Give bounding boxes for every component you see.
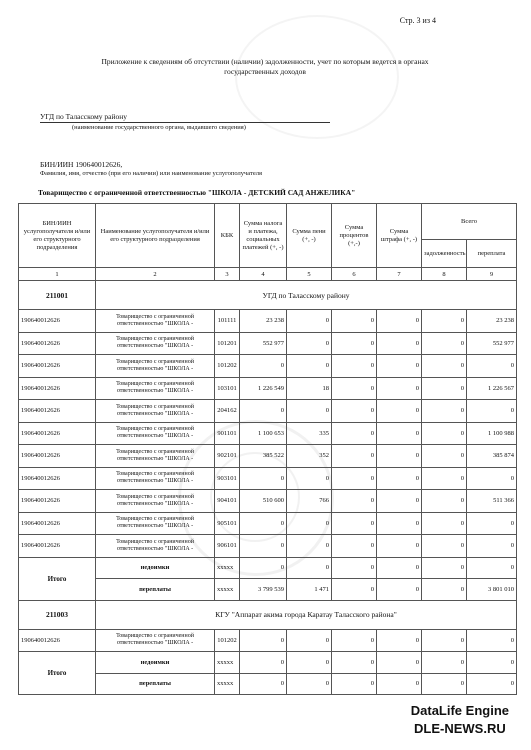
cell-bin: 190640012626 [19,445,96,468]
cell-fine: 0 [377,652,422,674]
cell-tax: 0 [240,512,287,535]
cell-debt: 0 [422,512,467,535]
cell-tax: 0 [240,535,287,558]
header-kbk: КБК [215,204,240,268]
cell-debt: 0 [422,445,467,468]
table-row [19,332,517,355]
total-row [19,652,517,674]
table-row [19,355,517,378]
header-name: Наименование услугополучателя и/или его структурного подразделения [96,204,215,268]
cell-debt: 0 [422,673,467,695]
cell-debt: 0 [422,355,467,378]
column-numbers-row [19,268,517,281]
cell-fine: 0 [377,535,422,558]
cell-penalty: 0 [287,332,332,355]
cell-percent: 0 [332,490,377,513]
cell-fine: 0 [377,512,422,535]
cell-kbk: xxxxx [215,579,240,601]
org-name: УГД по Таласскому району [40,112,127,121]
col-number: 8 [422,268,467,281]
debt-table [18,203,517,695]
cell-tax: 23 238 [240,310,287,333]
col-number: 1 [19,268,96,281]
cell-kbk: 905101 [215,512,240,535]
cell-bin: 190640012626 [19,535,96,558]
cell-bin: 190640012626 [19,422,96,445]
cell-kbk: 902101 [215,445,240,468]
cell-percent: 0 [332,535,377,558]
cell-overpay: 0 [467,467,517,490]
cell-kbk: 904101 [215,490,240,513]
cell-overpay: 385 874 [467,445,517,468]
cell-overpay: 0 [467,355,517,378]
company-name: Товарищество с ограниченной ответственностью "ШКОЛА - ДЕТСКИЙ САД АНЖЕЛИКА" [38,188,356,197]
cell-percent: 0 [332,310,377,333]
cell-fine: 0 [377,579,422,601]
cell-penalty: 0 [287,512,332,535]
fio-caption: Фамилия, имя, отчество (при его наличии) или наименование услугополучателя [40,170,262,177]
org-caption: (наименование государственного органа, выдавшего сведения) [72,124,246,131]
cell-tax: 510 600 [240,490,287,513]
total-label: Итого [19,557,96,600]
total-row [19,557,517,579]
cell-debt: 0 [422,310,467,333]
cell-kbk: 101111 [215,310,240,333]
brand-line2: DLE-NEWS.RU [414,721,506,736]
cell-overpay: 1 226 567 [467,377,517,400]
cell-fine: 0 [377,377,422,400]
cell-name: Товарищество с ограниченной ответственностью "ШКОЛА - [96,310,215,333]
total-label: Итого [19,652,96,695]
cell-tax: 1 226 549 [240,377,287,400]
cell-penalty: 0 [287,535,332,558]
cell-name: Товарищество с ограниченной ответственностью "ШКОЛА - [96,377,215,400]
cell-debt: 0 [422,579,467,601]
cell-fine: 0 [377,445,422,468]
cell-fine: 0 [377,400,422,423]
table-row [19,310,517,333]
cell-overpay: 23 238 [467,310,517,333]
cell-bin: 190640012626 [19,355,96,378]
cell-name: Товарищество с ограниченной ответственностью "ШКОЛА - [96,535,215,558]
cell-penalty: 0 [287,557,332,579]
cell-debt: 0 [422,535,467,558]
cell-bin: 190640012626 [19,629,96,652]
table-row [19,445,517,468]
header-overpay: переплата [467,240,517,268]
col-number: 5 [287,268,332,281]
cell-percent: 0 [332,355,377,378]
cell-tax: 3 799 539 [240,579,287,601]
table-row [19,467,517,490]
header-bin: БИН/ИИН услугополучателя и/или его структурного подразделения [19,204,96,268]
cell-kbk: 901101 [215,422,240,445]
cell-bin: 190640012626 [19,490,96,513]
org-underline [40,122,330,123]
cell-penalty: 18 [287,377,332,400]
cell-debt: 0 [422,652,467,674]
cell-tax: 0 [240,652,287,674]
total-sublabel: недоимки [96,557,215,579]
col-number: 9 [467,268,517,281]
table-row [19,490,517,513]
cell-kbk: xxxxx [215,673,240,695]
cell-fine: 0 [377,422,422,445]
group-name: УГД по Таласскому району [96,281,517,310]
cell-tax: 0 [240,400,287,423]
cell-kbk: xxxxx [215,557,240,579]
cell-penalty: 1 471 [287,579,332,601]
cell-name: Товарищество с ограниченной ответственностью "ШКОЛА - [96,490,215,513]
cell-overpay: 0 [467,400,517,423]
cell-bin: 190640012626 [19,332,96,355]
table-row [19,422,517,445]
cell-kbk: xxxxx [215,652,240,674]
cell-percent: 0 [332,652,377,674]
cell-fine: 0 [377,557,422,579]
cell-tax: 1 100 653 [240,422,287,445]
cell-percent: 0 [332,579,377,601]
cell-penalty: 0 [287,355,332,378]
cell-kbk: 903101 [215,467,240,490]
cell-penalty: 0 [287,652,332,674]
cell-fine: 0 [377,629,422,652]
col-number: 6 [332,268,377,281]
cell-fine: 0 [377,332,422,355]
cell-debt: 0 [422,400,467,423]
cell-kbk: 101202 [215,355,240,378]
cell-debt: 0 [422,422,467,445]
brand-watermark [411,702,509,738]
cell-overpay: 0 [467,512,517,535]
cell-debt: 0 [422,557,467,579]
cell-fine: 0 [377,355,422,378]
header-total: Всего [422,204,517,240]
cell-overpay: 3 801 010 [467,579,517,601]
cell-overpay: 1 100 988 [467,422,517,445]
header-debt: задолженность [422,240,467,268]
cell-bin: 190640012626 [19,377,96,400]
table-row [19,629,517,652]
cell-overpay: 511 366 [467,490,517,513]
document-title: Приложение к сведениям об отсутствии (наличии) задолженности, учет по которым ведется в органах государственных доходов [101,57,429,76]
cell-debt: 0 [422,629,467,652]
group-row [19,600,517,629]
cell-overpay: 0 [467,557,517,579]
cell-kbk: 101202 [215,629,240,652]
table-row [19,377,517,400]
header-percent: Сумма процентов (+,-) [332,204,377,268]
brand-line1: DataLife Engine [410,703,509,718]
cell-percent: 0 [332,422,377,445]
cell-kbk: 101201 [215,332,240,355]
cell-penalty: 766 [287,490,332,513]
cell-percent: 0 [332,445,377,468]
cell-debt: 0 [422,490,467,513]
stamp-watermark-top [235,15,399,139]
cell-penalty: 0 [287,629,332,652]
cell-name: Товарищество с ограниченной ответственностью "ШКОЛА - [96,445,215,468]
cell-percent: 0 [332,512,377,535]
cell-percent: 0 [332,629,377,652]
col-number: 2 [96,268,215,281]
cell-bin: 190640012626 [19,400,96,423]
cell-name: Товарищество с ограниченной ответственностью "ШКОЛА - [96,629,215,652]
cell-tax: 0 [240,355,287,378]
bin-line: БИН/ИИН 190640012626, [40,160,123,169]
cell-tax: 0 [240,467,287,490]
cell-debt: 0 [422,467,467,490]
cell-penalty: 0 [287,467,332,490]
table-row [19,535,517,558]
header-penalty: Сумма пени (+, -) [287,204,332,268]
cell-percent: 0 [332,332,377,355]
cell-name: Товарищество с ограниченной ответственностью "ШКОЛА - [96,512,215,535]
total-sublabel: недоимки [96,652,215,674]
col-number: 7 [377,268,422,281]
cell-bin: 190640012626 [19,310,96,333]
cell-overpay: 0 [467,535,517,558]
cell-tax: 0 [240,673,287,695]
cell-overpay: 0 [467,673,517,695]
cell-bin: 190640012626 [19,467,96,490]
group-name: КГУ "Аппарат акима города Каратау Таласского района" [96,600,517,629]
table-row [19,400,517,423]
cell-penalty: 0 [287,310,332,333]
group-code: 211003 [19,600,96,629]
cell-overpay: 0 [467,652,517,674]
cell-fine: 0 [377,310,422,333]
group-code: 211001 [19,281,96,310]
cell-penalty: 335 [287,422,332,445]
total-sublabel: переплаты [96,673,215,695]
col-number: 4 [240,268,287,281]
cell-percent: 0 [332,557,377,579]
cell-tax: 0 [240,557,287,579]
cell-bin: 190640012626 [19,512,96,535]
cell-name: Товарищество с ограниченной ответственностью "ШКОЛА - [96,400,215,423]
cell-name: Товарищество с ограниченной ответственностью "ШКОЛА - [96,332,215,355]
page-number: Стр. 3 из 4 [399,16,436,25]
cell-fine: 0 [377,467,422,490]
cell-penalty: 352 [287,445,332,468]
cell-tax: 385 522 [240,445,287,468]
cell-debt: 0 [422,377,467,400]
col-number: 3 [215,268,240,281]
cell-kbk: 906101 [215,535,240,558]
cell-debt: 0 [422,332,467,355]
total-sublabel: переплаты [96,579,215,601]
cell-percent: 0 [332,673,377,695]
cell-fine: 0 [377,673,422,695]
cell-overpay: 552 977 [467,332,517,355]
cell-name: Товарищество с ограниченной ответственностью "ШКОЛА - [96,467,215,490]
header-tax: Сумма налога и платежа, социальных платежей (+, -) [240,204,287,268]
header-fine: Сумма штрафа (+, -) [377,204,422,268]
cell-penalty: 0 [287,673,332,695]
cell-kbk: 204162 [215,400,240,423]
cell-tax: 552 977 [240,332,287,355]
cell-percent: 0 [332,377,377,400]
cell-overpay: 0 [467,629,517,652]
cell-fine: 0 [377,490,422,513]
cell-penalty: 0 [287,400,332,423]
cell-kbk: 103101 [215,377,240,400]
group-row [19,281,517,310]
cell-name: Товарищество с ограниченной ответственностью "ШКОЛА - [96,355,215,378]
table-row [19,512,517,535]
cell-tax: 0 [240,629,287,652]
cell-name: Товарищество с ограниченной ответственностью "ШКОЛА - [96,422,215,445]
cell-percent: 0 [332,400,377,423]
cell-percent: 0 [332,467,377,490]
